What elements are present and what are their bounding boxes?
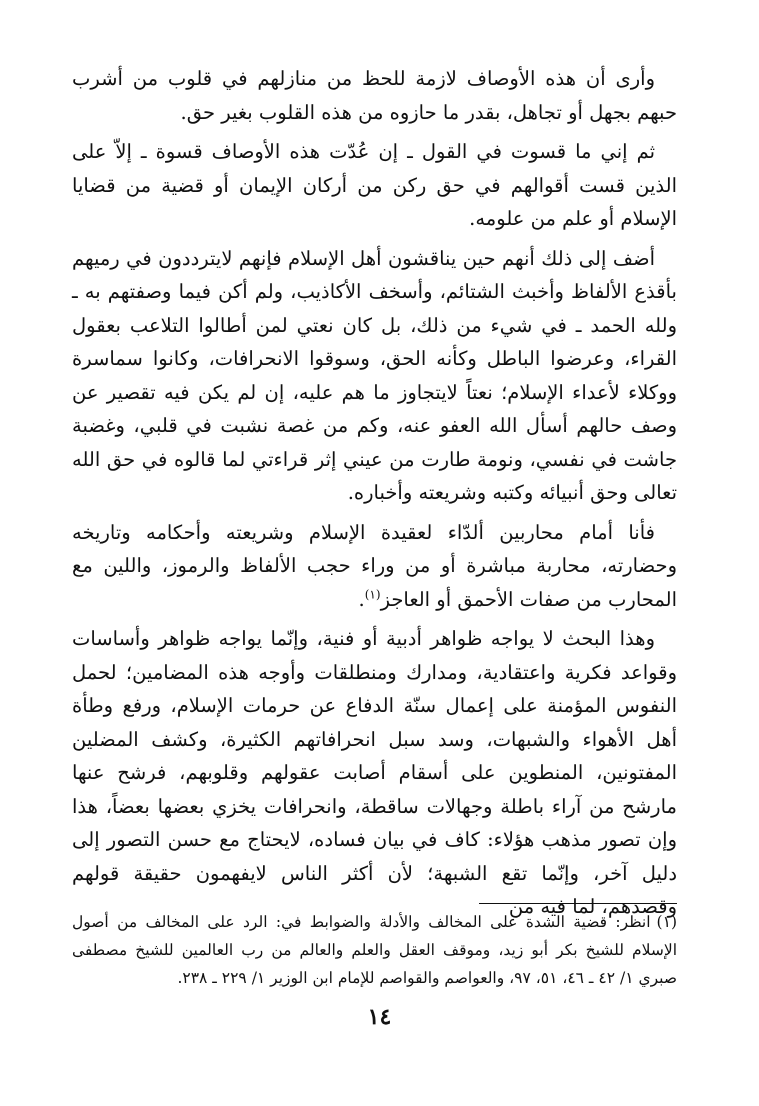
footnote-1 (72, 908, 677, 992)
paragraph-1: وأرى أن هذه الأوصاف لازمة للحظ من منازلهم في قلوب من أشرب حبهم بجهل أو تجاهل، بقدر ما حازوه من هذه القلوب بغير حق. (72, 67, 677, 124)
paragraph-4 (72, 516, 677, 617)
footnotes (72, 908, 677, 992)
footnote-reference[interactable]: (١) (364, 587, 381, 601)
footnote-number: (١) (656, 913, 677, 931)
paragraph-4-end: . (358, 587, 365, 611)
paragraph-2: ثم إني ما قسوت في القول ـ إن عُدّت هذه الأوصاف قسوة ـ إلاّ على الذين قست أقوالهم في حق ركن من أركان الإيمان أو قضية من قضايا الإسلام أو علم من علومه. (72, 140, 677, 230)
paragraph-3: أضف إلى ذلك أنهم حين يناقشون أهل الإسلام فإنهم لايترددون في رميهم بأقذع الألفاظ وأخبث الشتائم، وأسخف الأكاذيب، ولم أكن فيما وصفتهم به ـ ولله الحمد ـ في شيء من ذلك، بل كان نعتي لمن أطالوا التلاعب بعقول القراء، وعرضوا الباطل وكأنه الحق، وسوقوا الانحرافات، وكانوا سماسرة ووكلاء لأعداء الإسلام؛ نعتاً لايتجاوز ما هم عليه، إن لم يكن فيه تقصير عن وصف حالهم أسأل الله العفو عنه، وكم من غصة نشبت في قلبي، وغضبة جاشت في نفسي، ونومة طارت من عيني إثر قراءتي لما قالوه في حق الله تعالى وحق أنبيائه وكتبه وشريعته وأخباره. (72, 246, 677, 504)
footnote-divider (479, 903, 677, 904)
page-number: ١٤ (367, 1004, 392, 1030)
footnote-text: انظر: قضية الشدة على المخالف والأدلة والضوابط في: الرد على المخالف من أصول الإسلام للشيخ بكر أبو زيد، وموقف العقل والعلم والعالم من رب العالمين للشيخ مصطفى صبري ١/ ٤٢ ـ ٤٦، ٥١، ٩٧، والعواصم والقواصم للإمام ابن الوزير ١/ ٢٢٩ ـ ٢٣٨. (72, 913, 677, 987)
paragraph-4-text: فأنا أمام محاربين ألدّاء لعقيدة الإسلام وشريعته وأحكامه وتاريخه وحضارته، محاربة مباشرة أو من وراء حجب الألفاظ والرموز، واللين مع المحارب من صفات الأحمق أو العاجز (72, 520, 677, 611)
main-text (72, 62, 677, 930)
paragraph-5: وهذا البحث لا يواجه ظواهر أدبية أو فنية، وإنّما يواجه ظواهر وأساسات وقواعد فكرية واعتقادية، ومدارك ومنطلقات وأوجه هذه المضامين؛ لحمل النفوس المؤمنة على إعمال سنّة الدفاع عن حرمات الإسلام، ورفع وطأة أهل الأهواء والشبهات، وسد سبل انحرافاتهم الكثيرة، وكشف المضلين المفتونين، المنطوين على أسقام أصابت عقولهم وقلوبهم، فرشح عنها مارشح من آراء باطلة وجهالات ساقطة، وانحرافات يخزي بعضها بعضاً، هذا وإن تصور مذهب هؤلاء: كاف في بيان فساده، لايحتاج مع حسن التصور إلى دليل آخر، وإنّما تقع الشبهة؛ لأن أكثر الناس لايفهمون حقيقة قولهم وقصدهم، لما فيه من (72, 627, 677, 918)
